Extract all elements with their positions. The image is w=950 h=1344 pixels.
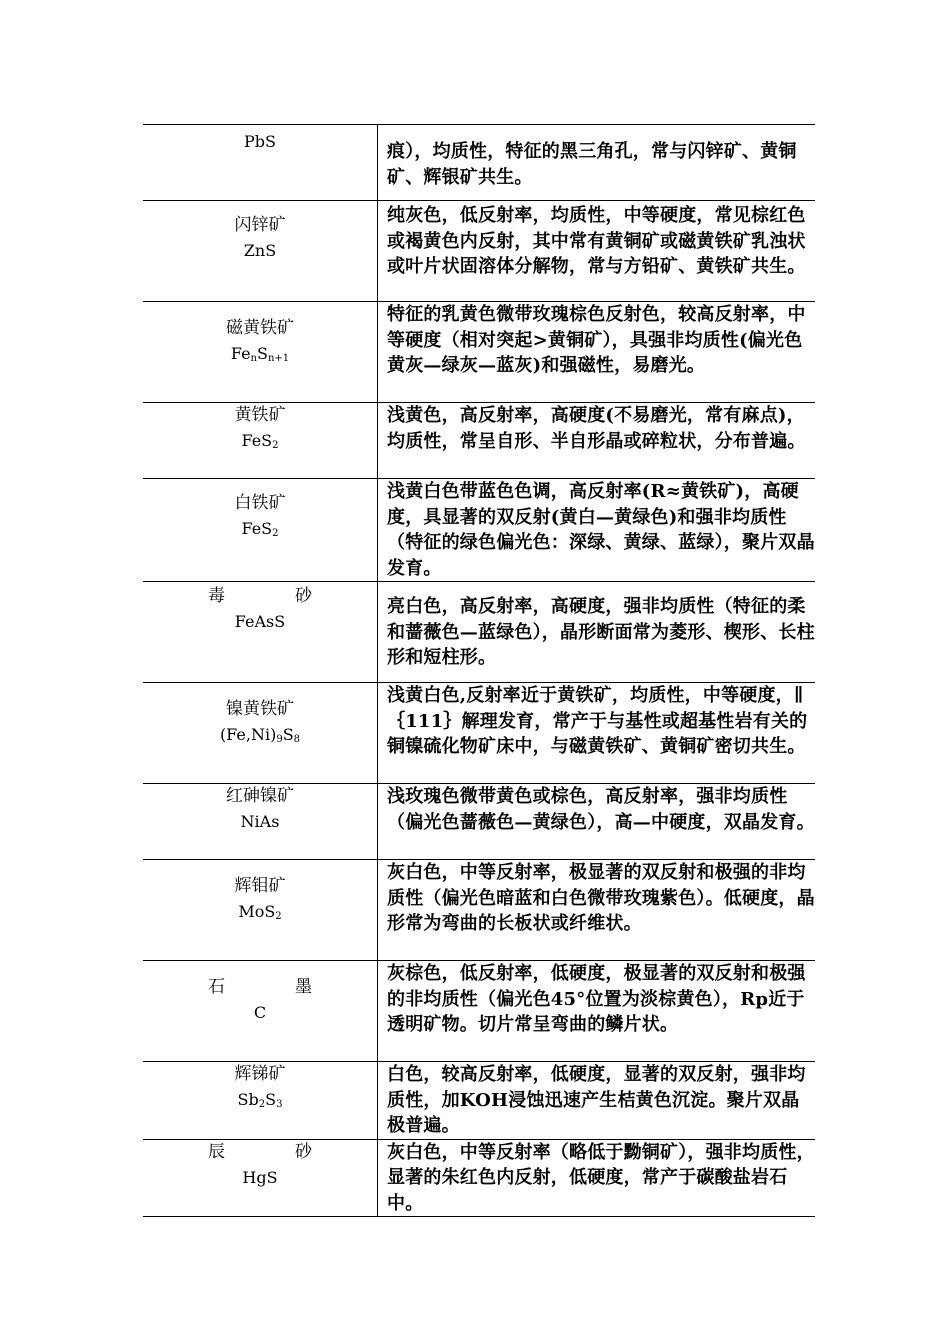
mineral-formula: PbS bbox=[244, 132, 276, 151]
table-row bbox=[143, 683, 815, 784]
mineral-name: 辉锑矿 bbox=[234, 1064, 286, 1084]
mineral-description: 纯灰色，低反射率，均质性，中等硬度，常见棕红色或褐黄色内反射，其中常有黄铜矿或磁黄铁矿乳浊状或叶片状固溶体分解物，常与方铅矿、黄铁矿共生。 bbox=[378, 201, 816, 302]
mineral-description: 浅黄白色带蓝色色调，高反射率(R≈黄铁矿)，高硬度，具显著的双反射(黄白—黄绿色)和强非均质性（特征的绿色偏光色：深绿、黄绿、蓝绿），聚片双晶发育。 bbox=[378, 479, 816, 582]
mineral-name-cell bbox=[143, 403, 378, 479]
mineral-name-cell bbox=[143, 302, 378, 403]
mineral-description: 浅玫瑰色微带黄色或棕色，高反射率，强非均质性（偏光色蔷薇色—黄绿色），高—中硬度，双晶发育。 bbox=[378, 784, 816, 860]
mineral-description: 亮白色，高反射率，高硬度，强非均质性（特征的柔和蔷薇色—蓝绿色），晶形断面常为菱形、楔形、长柱形和短柱形。 bbox=[378, 582, 816, 683]
table-row bbox=[143, 1139, 815, 1217]
mineral-formula: $Sb_2S_3$ bbox=[237, 1090, 283, 1110]
mineral-formula: FeS$_2$ bbox=[241, 431, 279, 451]
mineral-formula: NiAs bbox=[240, 812, 280, 831]
mineral-name-cell bbox=[143, 201, 378, 302]
table-row bbox=[143, 784, 815, 860]
mineral-description: 浅黄白色,反射率近于黄铁矿，均质性，中等硬度，∥｛111｝解理发育，常产于与基性或超基性岩有关的铜镍硫化物矿床中，与磁黄铁矿、黄铜矿密切共生。 bbox=[378, 683, 816, 784]
mineral-name-cell bbox=[143, 683, 378, 784]
mineral-formula: MoS$_2$ bbox=[238, 902, 282, 922]
mineral-description: 灰棕色，低反射率，低硬度，极显著的双反射和极强的非均质性（偏光色45°位置为淡棕黄色），Rp近于透明矿物。切片常呈弯曲的鳞片状。 bbox=[378, 961, 816, 1062]
table-row bbox=[143, 582, 815, 683]
table-row bbox=[143, 403, 815, 479]
mineral-name-cell bbox=[143, 860, 378, 961]
mineral-description: 特征的乳黄色微带玫瑰棕色反射色，较高反射率，中等硬度（相对突起>黄铜矿），具强非均质性(偏光色黄灰—绿灰—蓝灰)和强磁性，易磨光。 bbox=[378, 302, 816, 403]
table-row bbox=[143, 302, 815, 403]
mineral-formula: C bbox=[253, 1003, 267, 1022]
mineral-name-cell bbox=[143, 125, 378, 201]
mineral-formula: FeAsS bbox=[234, 612, 286, 631]
mineral-formula: FeS$_2$ bbox=[241, 519, 279, 539]
mineral-name-cell bbox=[143, 1139, 378, 1217]
mineral-name: 毒砂 bbox=[208, 586, 312, 606]
mineral-formula: HgS bbox=[242, 1167, 278, 1187]
mineral-table bbox=[143, 124, 815, 1217]
mineral-description: 灰白色，中等反射率（略低于黝铜矿），强非均质性，显著的朱红色内反射，低硬度，常产于碳酸盐岩石中。 bbox=[378, 1139, 816, 1217]
mineral-formula: $Fe_nS_{n+1}$ bbox=[230, 344, 290, 364]
mineral-name-cell bbox=[143, 961, 378, 1062]
mineral-formula: $(Fe,Ni)_9S_8$ bbox=[219, 725, 301, 745]
mineral-name: 磁黄铁矿 bbox=[226, 318, 294, 338]
mineral-name: 辉钼矿 bbox=[234, 876, 286, 896]
mineral-description: 浅黄色，高反射率，高硬度(不易磨光，常有麻点)，均质性，常呈自形、半自形晶或碎粒状，分布普遍。 bbox=[378, 403, 816, 479]
table-row bbox=[143, 1062, 815, 1140]
mineral-name: 白铁矿 bbox=[234, 493, 286, 513]
table-row bbox=[143, 479, 815, 582]
mineral-name: 黄铁矿 bbox=[234, 405, 286, 425]
mineral-formula: ZnS bbox=[243, 241, 277, 260]
mineral-name-cell bbox=[143, 582, 378, 683]
mineral-name: 红砷镍矿 bbox=[226, 786, 294, 806]
mineral-name: 闪锌矿 bbox=[234, 215, 286, 235]
mineral-name: 辰砂 bbox=[208, 1141, 312, 1162]
table-row bbox=[143, 961, 815, 1062]
table-row bbox=[143, 125, 815, 201]
mineral-name-cell bbox=[143, 1062, 378, 1140]
mineral-name: 镍黄铁矿 bbox=[226, 699, 294, 719]
mineral-description: 痕），均质性，特征的黑三角孔，常与闪锌矿、黄铜矿、辉银矿共生。 bbox=[378, 125, 816, 201]
mineral-description: 灰白色，中等反射率，极显著的双反射和极强的非均质性（偏光色暗蓝和白色微带玫瑰紫色）。低硬度，晶形常为弯曲的长板状或纤维状。 bbox=[378, 860, 816, 961]
table-row bbox=[143, 860, 815, 961]
mineral-description: 白色，较高反射率，低硬度，显著的双反射，强非均质性，加KOH浸蚀迅速产生桔黄色沉淀。聚片双晶极普遍。 bbox=[378, 1062, 816, 1140]
mineral-name-cell bbox=[143, 784, 378, 860]
table-row bbox=[143, 201, 815, 302]
mineral-name: 石墨 bbox=[208, 977, 312, 997]
mineral-name-cell bbox=[143, 479, 378, 582]
